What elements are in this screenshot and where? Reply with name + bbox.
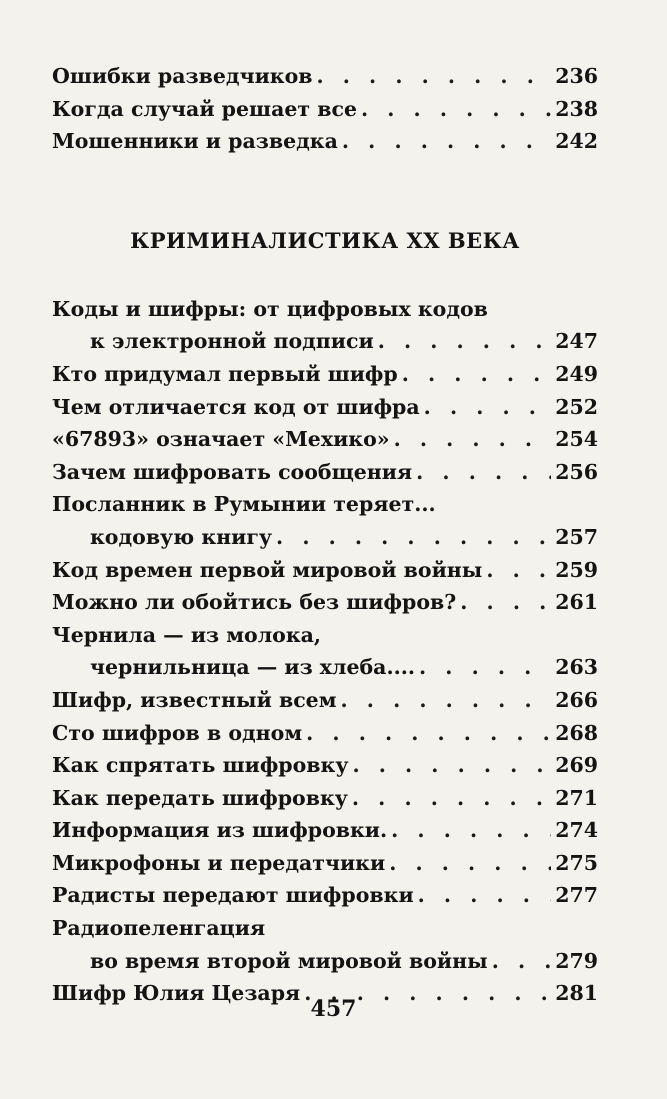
toc-entry-title: Сто шифров в одном (52, 720, 303, 745)
toc-entry (52, 912, 598, 945)
toc-entry-continuation (52, 945, 598, 978)
toc-entry-page: 277 (555, 883, 598, 908)
toc-entry (52, 619, 598, 652)
toc-entry-page: 281 (555, 981, 598, 1006)
toc-entry-page: 275 (555, 850, 598, 875)
toc-entry-page: 268 (555, 720, 598, 745)
dot-leader (416, 456, 551, 489)
toc-entry-title: Чем отличается код от шифра (52, 394, 420, 419)
toc-entry-page: 236 (555, 64, 598, 88)
toc-entry (52, 717, 598, 750)
toc-entry-title: Код времен первой мировой войны (52, 557, 483, 582)
toc-entry-page: 238 (555, 96, 598, 121)
toc-entry-title: Ошибки разведчиков (52, 64, 313, 88)
toc-entry-title: Когда случай решает все (52, 96, 357, 121)
dot-leader (361, 93, 551, 126)
dot-leader (378, 325, 552, 358)
toc-entry-page: 269 (555, 753, 598, 778)
toc-entry-page: 254 (555, 427, 598, 452)
toc-entry (52, 60, 598, 93)
toc-entry-title: Кто придумал первый шифр (52, 361, 398, 386)
toc-entry-page: 242 (555, 129, 598, 154)
toc-entry (52, 782, 598, 815)
toc-entry (52, 456, 598, 489)
toc-entry-continuation (52, 651, 598, 684)
toc-entry (52, 749, 598, 782)
toc-entry (52, 488, 598, 521)
toc-entry-page: 247 (555, 329, 598, 354)
toc-entry-page: 274 (555, 818, 598, 843)
toc-entry (52, 814, 598, 847)
toc-entry-continuation (52, 521, 598, 554)
toc-entry-title: чернильница — из хлеба.... (90, 655, 416, 680)
toc-entry-title: Коды и шифры: от цифровых кодов (52, 296, 488, 321)
toc-entry-title: Радисты передают шифровки (52, 883, 414, 908)
dot-leader (276, 521, 551, 554)
toc-entry-page: 261 (555, 590, 598, 615)
toc-entry (52, 847, 598, 880)
dot-leader (389, 847, 551, 880)
toc-entry-title: Чернила — из молока, (52, 622, 322, 647)
toc-entry-title: Микрофоны и передатчики (52, 850, 386, 875)
toc-entry-page: 259 (555, 557, 598, 582)
dot-leader (352, 782, 551, 815)
toc-entry (52, 586, 598, 619)
dot-leader (342, 125, 551, 158)
dot-leader (306, 717, 551, 750)
dot-leader (352, 749, 551, 782)
toc-entry-title: Можно ли обойтись без шифров? (52, 590, 457, 615)
toc-entry (52, 293, 598, 326)
toc-entry-title: Как спрятать шифровку (52, 753, 349, 778)
toc-entry-page: 279 (555, 948, 598, 973)
toc-entry-title: «67893» означает «Мехико» (52, 427, 390, 452)
dot-leader (418, 879, 552, 912)
toc-entry (52, 391, 598, 424)
toc-entry-title: к электронной подписи (90, 329, 374, 354)
dot-leader (492, 945, 552, 978)
page-number: 457 (310, 996, 357, 1022)
toc-entry (52, 358, 598, 391)
toc-entry-title: Информация из шифровки. (52, 818, 388, 843)
dot-leader (394, 423, 552, 456)
dot-leader (419, 651, 551, 684)
toc-entry-title: кодовую книгу (90, 524, 273, 549)
toc-entry-title: во время второй мировой войны (90, 948, 488, 973)
toc-entry-title: Шифр, известный всем (52, 687, 337, 712)
toc-entry-page: 252 (555, 394, 598, 419)
toc-entry (52, 93, 598, 126)
toc-entry-page: 271 (555, 785, 598, 810)
dot-leader (341, 684, 552, 717)
toc-entry (52, 879, 598, 912)
dot-leader (424, 391, 552, 424)
toc-entry-title: Шифр Юлия Цезаря (52, 981, 301, 1006)
dot-leader (391, 814, 551, 847)
dot-leader (460, 586, 551, 619)
dot-leader (402, 358, 551, 391)
toc-entry-page: 266 (555, 687, 598, 712)
toc-entry-page: 263 (555, 655, 598, 680)
toc-entry-title: Посланник в Румынии теряет... (52, 492, 436, 517)
toc-entry-title: Радиопеленгация (52, 916, 266, 941)
dot-leader (317, 60, 552, 93)
toc-entry-page: 257 (555, 524, 598, 549)
toc-entry-continuation (52, 325, 598, 358)
dot-leader (486, 554, 551, 587)
table-of-contents (52, 60, 598, 1010)
toc-entry (52, 423, 598, 456)
toc-entry (52, 125, 598, 158)
toc-entry-page: 256 (555, 459, 598, 484)
toc-entry-title: Как передать шифровку (52, 785, 348, 810)
toc-entry (52, 684, 598, 717)
toc-entry (52, 554, 598, 587)
section-heading: КРИМИНАЛИСТИКА XX ВЕКА (130, 227, 520, 253)
toc-entry-title: Зачем шифровать сообщения (52, 459, 413, 484)
toc-entry-page: 249 (555, 361, 598, 386)
toc-entry-title: Мошенники и разведка (52, 129, 338, 154)
